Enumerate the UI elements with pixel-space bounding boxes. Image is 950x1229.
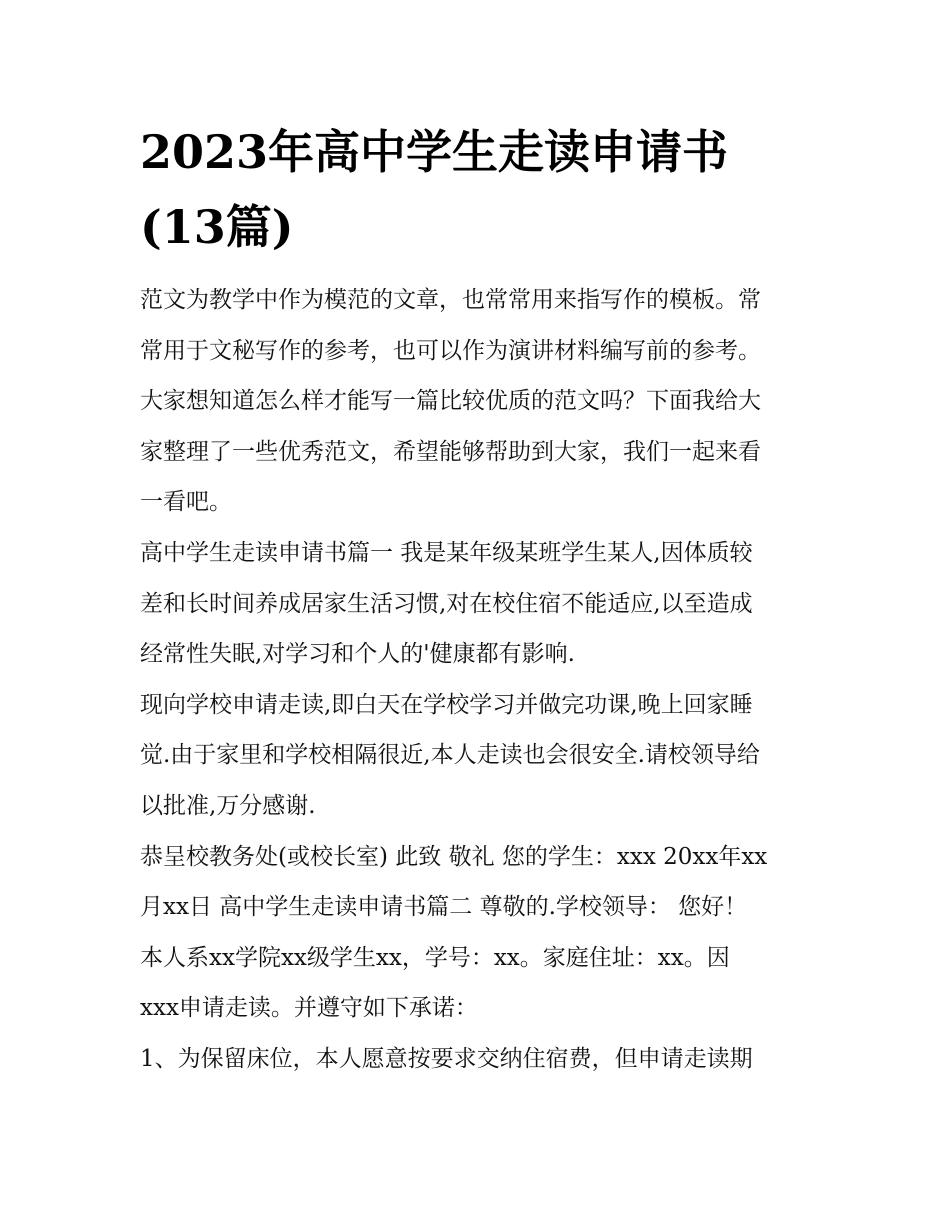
- body-line: 差和长时间养成居家生活习惯,对在校住宿不能适应,以至造成: [140, 590, 753, 617]
- body-line: 以批准,万分感谢.: [140, 792, 316, 819]
- body-line: 范文为教学中作为模范的文章，也常常用来指写作的模板。常: [140, 287, 761, 313]
- body-line: xxx申请走读。并遵守如下承诺：: [140, 995, 478, 1022]
- body-line: 大家想知道怎么样才能写一篇比较优质的范文吗？下面我给大: [140, 388, 761, 415]
- body-line: 觉.由于家里和学校相隔很近,本人走读也会很安全.请校领导给: [140, 742, 760, 769]
- body-line: 月xx日 高中学生走读申请书篇二 尊敬的.学校领导： 您好！: [140, 894, 748, 921]
- body-line: 常用于文秘写作的参考，也可以作为演讲材料编写前的参考。: [140, 337, 761, 364]
- title-line-1: 2023年高中学生走读申请书: [140, 125, 729, 179]
- body-line: 经常性失眠,对学习和个人的'健康都有影响.: [140, 641, 575, 668]
- body-line: 现向学校申请走读,即白天在学校学习并做完功课,晚上回家睡: [140, 691, 753, 718]
- body-line: 1、为保留床位，本人愿意按要求交纳住宿费，但申请走读期: [140, 1045, 753, 1072]
- title-line-2: (13篇): [140, 200, 294, 254]
- document-title: [140, 115, 820, 265]
- body-line: 一看吧。: [140, 489, 232, 516]
- body-line: 家整理了一些优秀范文，希望能够帮助到大家，我们一起来看: [140, 438, 761, 465]
- body-line: 恭呈校教务处(或校长室) 此致 敬礼 您的学生：xxx 20xx年xx: [140, 843, 768, 870]
- body-line: 本人系xx学院xx级学生xx，学号：xx。家庭住址：xx。因: [140, 944, 730, 971]
- body-line: 高中学生走读申请书篇一 我是某年级某班学生某人,因体质较: [140, 539, 753, 566]
- document-body: [140, 275, 820, 1085]
